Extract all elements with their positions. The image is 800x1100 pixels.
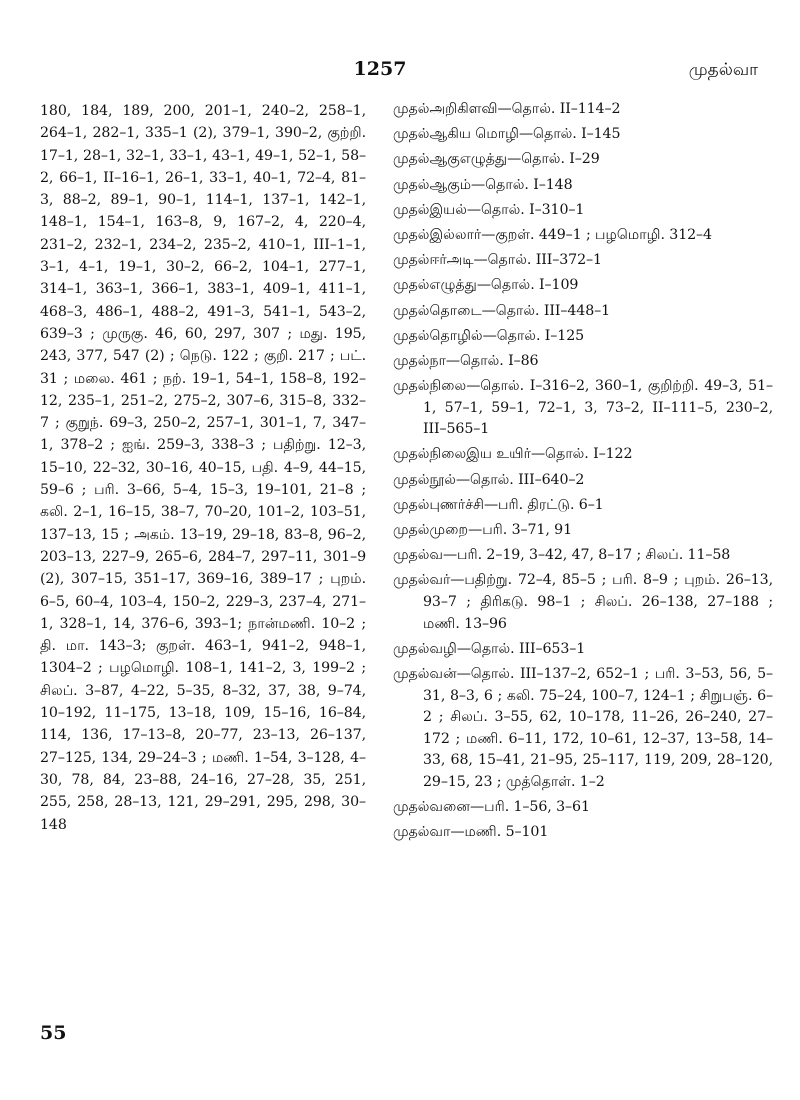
page-number: 1257 [353,58,407,80]
index-entry: முதல்வர்—பதிற்று. 72–4, 85–5 ; பரி. 8–9 ; புறம். 26–13, 93–7 ; திரிகடு. 98–1 ; சிலப். 26–138, 27–188 ; மணி. 13–96 [393,572,773,632]
left-column [40,100,366,836]
index-entry: முதல்நிலைஇய உயிர்—தொல். I–122 [393,446,633,463]
index-entry: முதல்இயல்—தொல். I–310–1 [393,201,585,218]
continued-entry-references: 180, 184, 189, 200, 201–1, 240–2, 258–1, 264–1, 282–1, 335–1 (2), 379–1, 390–2, குற்றி. 17–1, 28–1, 32–1, 33–1, 43–1, 49–1, 52–1, 58–2, 66–1, II–16–1, 26–1, 33–1, 40–1, 72–4, 81–3, 88–2, 89–1, 90–1, 114–1, 137–1, 142–1, 148–1, 154–1, 163–8, 9, 167–2, 4, 220–4, 231–2, 232–1, 234–2, 235–2, 410–1, III–1–1, 3–1, 4–1, 19–1, 30–2, 66–2, 104–1, 277–1, 314–1, 363–1, 366–1, 383–1, 409–1, 411–1, 468–3, 486–1, 488–2, 491–3, 541–1, 543–2, 639–3 ; முருகு. 46, 60, 297, 307 ; மது. 195, 243, 377, 547 (2) ; நெடு. 122 ; குறி. 217 ; பட். 31 ; மலை. 461 ; நற். 19–1, 54–1, 158–8, 192–12, 235–1, 251–2, 275–2, 307–6, 315–8, 332–7 ; குறுந். 69–3, 250–2, 257–1, 301–1, 7, 347–1, 378–2 ; ஐங். 259–3, 338–3 ; பதிற்று. 12–3, 15–10, 22–32, 30–16, 40–15, பதி. 4–9, 44–15, 59–6 ; பரி. 3–66, 5–4, 15–3, 19–101, 21–8 ; கலி. 2–1, 16–15, 38–7, 70–20, 101–2, 103–51, 137–13, 15 ; அகம். 13–19, 29–18, 83–8, 96–2, 203–13, 227–9, 265–6, 284–7, 297–11, 301–9 (2), 307–15, 351–17, 369–16, 389–17 ; புறம். 6–5, 60–4, 103–4, 150–2, 229–3, 237–4, 271–1, 328–1, 14, 376–6, 393–1; நான்மணி. 10–2 ; தி. மா. 143–3; குறள். 463–1, 941–2, 948–1, 1304–2 ; பழமொழி. 108–1, 141–2, 3, 199–2 ; சிலப். 3–87, 4–22, 5–35, 8–32, 37, 38, 9–74, 10–192, 11–175, 13–18, 109, 15–16, 16–84, 114, 136, 17–13–8, 20–77, 23–13, 26–137, 27–125, 134, 29–24–3 ; மணி. 1–54, 3–128, 4–30, 78, 84, 23–88, 24–16, 27–28, 35, 251, 255, 258, 28–13, 121, 29–291, 295, 298, 30–148 [40,103,366,833]
right-column [393,99,773,847]
index-entry: முதல்தொடை—தொல். III–448–1 [393,302,611,319]
index-entry: முதல்ஈர்அடி—தொல். III–372–1 [393,252,602,269]
index-entry: முதல்அறிகிளவி—தொல். II–114–2 [393,101,621,117]
index-entry: முதல்இல்லார்—குறள். 449–1 ; பழமொழி. 312–4 [393,226,712,243]
index-entry: முதல்வழி—தொல். III–653–1 [393,640,586,657]
index-entry: முதல்வ—பரி. 2–19, 3–42, 47, 8–17 ; சிலப். 11–58 [393,547,731,564]
index-entry: முதல்நிலை—தொல். I–316–2, 360–1, குறிற்றி. 49–3, 51–1, 57–1, 59–1, 72–1, 3, 73–2, II–111–5, 230–2, III–565–1 [393,378,773,438]
index-entry: முதல்ஆகுஎழுத்து—தொல். I–29 [393,151,600,168]
index-entry: முதல்வன்—தொல். III–137–2, 652–1 ; பரி. 3–53, 56, 5–31, 8–3, 6 ; கலி. 75–24, 100–7, 124–1 ; சிறுபஞ். 6–2 ; சிலப். 3–55, 62, 10–178, 11–26, 26–240, 27–172 ; மணி. 6–11, 172, 10–61, 12–37, 13–58, 14–33, 68, 15–41, 21–95, 25–117, 119, 209, 28–120, 29–15, 23 ; முத்தொள். 1–2 [393,665,773,790]
running-head: முதல்வா [688,60,758,80]
index-entry: முதல்ஆகிய மொழி—தொல். I–145 [393,126,621,143]
index-entry: முதல்வா—மணி. 5–101 [393,824,549,841]
signature-mark: 55 [40,1022,67,1044]
index-entry: முதல்எழுத்து—தொல். I–109 [393,277,579,294]
index-entry: முதல்நூல்—தொல். III–640–2 [393,471,585,488]
index-entry: முதல்முறை—பரி. 3–71, 91 [393,522,573,538]
index-entry: முதல்தொழில்—தொல். I–125 [393,327,585,344]
index-entry: முதல்புணர்ச்சி—பரி. திரட்டு. 6–1 [393,496,604,513]
index-entry: முதல்நா—தொல். I–86 [393,352,539,369]
index-entry: முதல்ஆகும்—தொல். I–148 [393,176,573,193]
index-entry: முதல்வனை—பரி. 1–56, 3–61 [393,799,590,816]
